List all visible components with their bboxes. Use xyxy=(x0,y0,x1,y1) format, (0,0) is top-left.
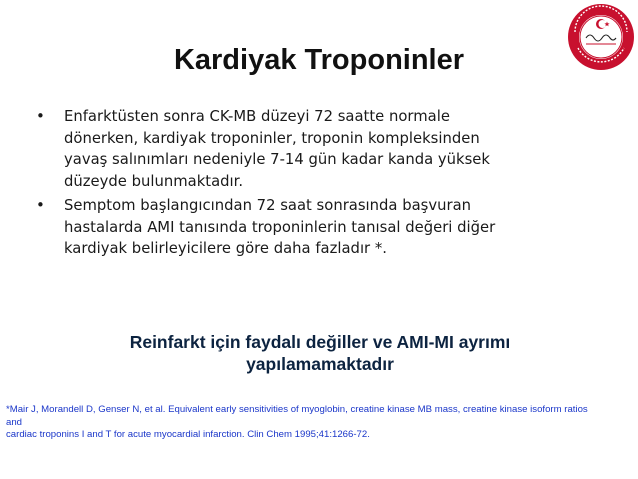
university-seal-logo xyxy=(566,2,636,72)
reference-line: *Mair J, Morandell D, Genser N, et al. Equivalent early sensitivities of myoglobin, creatine kinase MB mass, creatine kinase isoform ratios xyxy=(6,404,588,415)
reference-line: and xyxy=(6,416,23,428)
bullet-line: yavaş salınımları nedeniyle 7-14 gün kadar kanda yüksek xyxy=(64,151,490,168)
emphasis-statement xyxy=(60,331,580,375)
bullet-line: hastalarda AMI tanısında troponinlerin tanısal değeri diğer xyxy=(64,218,496,236)
bullet-line: düzeyde bulunmaktadır. xyxy=(64,172,244,190)
emphasis-line: Reinfarkt için faydalı değiller ve AMI-MI ayrımı xyxy=(129,332,511,352)
reference-line: cardiac troponins I and T for acute myocardial infarction. Clin Chem 1995;41:1266-72. xyxy=(6,429,370,441)
bullet-marker: • xyxy=(36,107,45,125)
reference-citation xyxy=(6,404,634,442)
bullet-line: kardiyak belirleyicilere göre daha fazladır *. xyxy=(64,240,387,257)
seal-graphic xyxy=(566,2,636,72)
bullet-marker: • xyxy=(36,196,45,214)
emphasis-line: yapılamamaktadır xyxy=(246,354,394,374)
bullet-line: dönerken, kardiyak troponinler, troponin kompleksinden xyxy=(64,129,480,147)
slide-title: Kardiyak Troponinler xyxy=(173,44,465,76)
bullet-line: Semptom başlangıcından 72 saat sonrasında başvuran xyxy=(64,197,472,214)
bullet-line: Enfarktüsten sonra CK-MB düzeyi 72 saatte normale xyxy=(64,108,450,125)
bullet-item xyxy=(34,106,604,192)
bullet-list xyxy=(34,106,604,263)
bullet-item xyxy=(34,195,604,260)
